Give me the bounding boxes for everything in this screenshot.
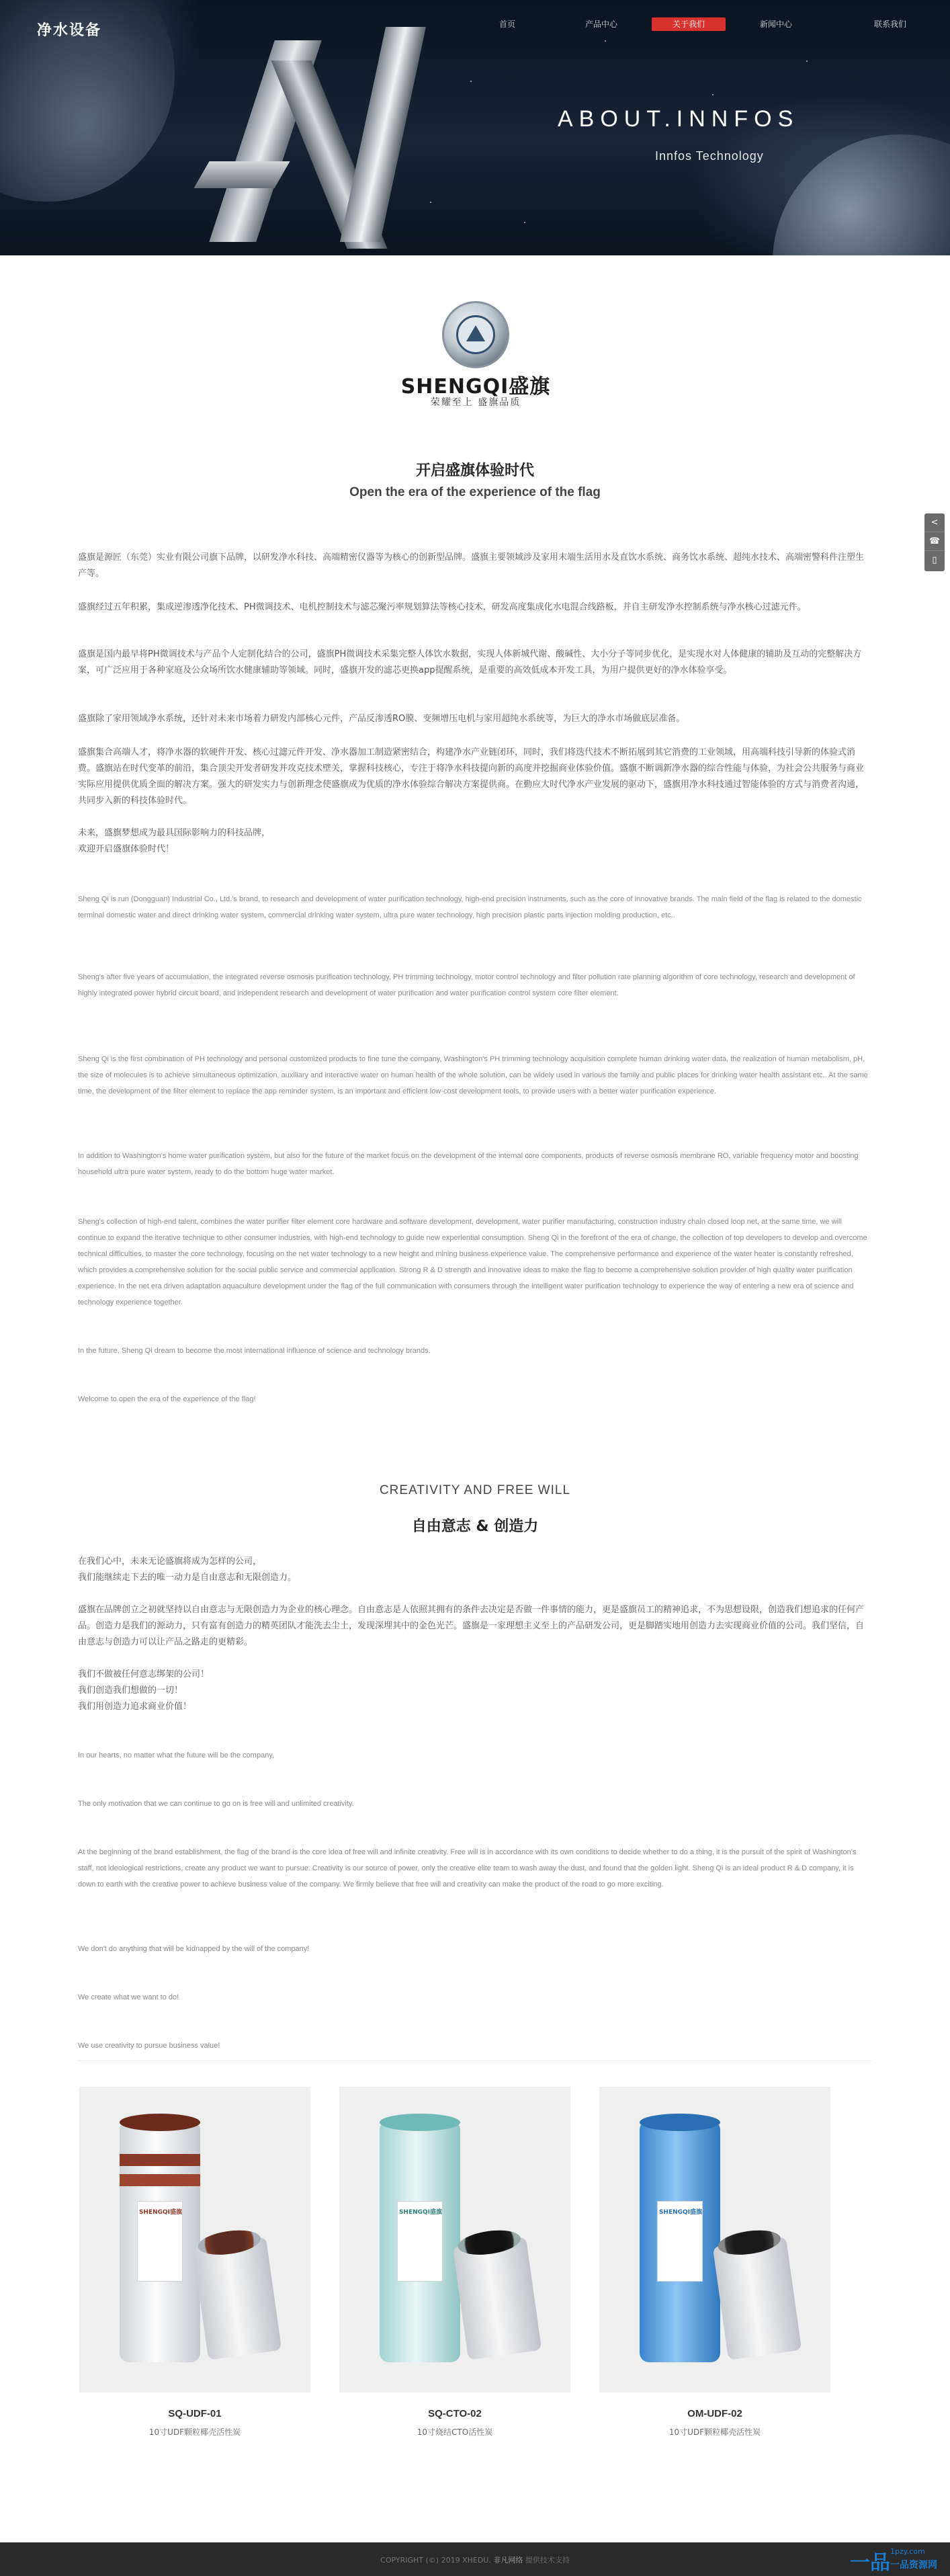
product-name[interactable]: OM-UDF-02 xyxy=(687,2408,742,2419)
section1-title-en: Open the era of the experience of the flag xyxy=(349,485,601,499)
brand-name: SHENGQI盛旗 xyxy=(400,375,551,399)
cartridge-cap xyxy=(120,2114,200,2131)
share-icon[interactable]: < xyxy=(924,513,945,532)
intro-paragraph: 盛旗是源匠（东莞）实业有限公司旗下品牌，以研发净水科技、高端精密仪器等为核心的创新型品牌。盛旗主要领域涉及家用末端生活用水及直饮水系统、商务饮水系统、超纯水技术、高端密警科件注塑生产等。 xyxy=(78,552,865,579)
carbon-top xyxy=(716,2227,782,2258)
side-toolbar xyxy=(924,513,945,571)
footer-link[interactable]: 非凡网络 xyxy=(493,2556,523,2565)
small-cartridge xyxy=(453,2237,542,2360)
intro-paragraph-en: Sheng Qi is the first combination of PH technology and personal customized products to fine tune the company, Washington's PH trimming technology acquisition complete human drinking water data, the realization of human metabolism, pH, the size of molecules is to achieve simultaneous optimization, auxiliary and interactive water on human health of the whole solution, can be widely used in various the family and public places for drinking water health assistant etc.. At the same time, the development of the filter element to replace the app reminder system, is an important and efficient low-cost development tools, to provide users with a better water purification experience. xyxy=(78,1055,868,1095)
triangle-icon xyxy=(466,325,485,341)
intro-paragraph-en: In the future, Sheng Qi dream to become the most international influence of science and technology brands. xyxy=(78,1347,431,1355)
intro-paragraph-en: Sheng's after five years of accumulation, the integrated reverse osmosis purification technology, PH trimming technology, motor control technology and filter pollution rate planning algorithm of core technology, research and development of highly integrated power hybrid circuit board, and independent research and development of water purification and water purification control system core filter element. xyxy=(78,973,855,997)
metal-sculpture xyxy=(340,27,426,242)
metal-sculpture xyxy=(193,161,290,188)
nav-item-home[interactable]: 首页 xyxy=(499,19,515,29)
creativity-paragraph: 在我们心中，未来无论盛旗将成为怎样的公司， 我们能继续走下去的唯一动力是自由意志和无限创造力。 xyxy=(78,1556,297,1583)
site-footer xyxy=(0,2542,950,2576)
brand-emblem-ring xyxy=(456,315,495,354)
star-decoration xyxy=(712,94,714,95)
copyright-text: COPYRIGHT (©) 2019 XHEDU. xyxy=(380,2556,491,2565)
intro-paragraph: 盛旗是国内最早将PH微调技术与产品个人定制化结合的公司，盛旗PH微调技术采集完整人体饮水数据，实现人体新城代谢、酸碱性、大小分子等同步优化，是实现水对人体健康的辅助及互动的完整解决方案，可广泛应用于各种家庭及公众场所饮水健康辅助等领域。同时，盛旗开发的滤芯更换app提醒系统，是重要的高效低成本开发工具，为用户提供更好的净水体验享受。 xyxy=(78,649,862,675)
product-desc: 10寸UDF颗粒椰壳活性炭 xyxy=(148,2427,241,2437)
cartridge-cap xyxy=(640,2114,720,2131)
cartridge-cap xyxy=(380,2114,460,2131)
section2-title-cn: 自由意志 & 创造力 xyxy=(411,1518,539,1535)
cartridge-label xyxy=(657,2201,703,2282)
creativity-paragraph-en: We don't do anything that will be kidnapped by the will of the company! xyxy=(78,1945,310,1953)
cartridge-brand: SHENGQI盛旗 xyxy=(658,2209,703,2216)
cartridge-brand: SHENGQI盛旗 xyxy=(398,2209,443,2216)
small-cartridge xyxy=(713,2237,802,2360)
planet-decoration xyxy=(773,134,950,255)
intro-paragraph-en: Welcome to open the era of the experience of the flag! xyxy=(78,1395,256,1403)
watermark-url: 1pzy.com xyxy=(890,2547,925,2556)
creativity-paragraph-en: At the beginning of the brand establishment, the flag of the brand is the core idea of free will and infinite creativity. Free will is in accordance with its own conditions to decide whether to do a thing, it is the pursuit of the spirit of Washington's staff, not ideological restrictions, create any product we want to pursue. Creativity is our source of power, only the creative elite team to wash away the dust, and found that the golden light. Sheng Qi is an ideal product R & D company, it is down to earth with the creative power to achieve business value of the company. We firmly believe that free will and creativity can make the product of the road to go more exciting. xyxy=(78,1848,857,1888)
nav-item-contact[interactable]: 联系我们 xyxy=(873,19,906,29)
cartridge-brand: SHENGQI盛旗 xyxy=(138,2209,183,2216)
star-decoration xyxy=(605,40,606,42)
cartridge-label xyxy=(397,2201,443,2282)
intro-paragraph: 盛旗集合高端人才，将净水器的软硬件开发、核心过滤元件开发、净水器加工制造紧密结合，构建净水产业链闭环，同时，我们将迭代技术不断拓展到其它消费的工业领域，用高端科技引导新的体验式消费。盛旗站在时代变革的前沿，集合顶尖开发者研发并攻克技术壁关，掌握科技核心，专注于将净水科技提向新的高度并挖掘商业体验价值。盛旗不断调新净水器的综合性能与体验，为社会公共服务与商业实际应用提供优质全面的解决方案。强大的研发实力与创新理念使盛旗成为优质的净水体验综合解决方案提供商。在勤应大时代净水产业发展的驱动下，盛旗用净水科技通过智能体验的方式与消费者沟通，共同步入新的科技体验时代。 xyxy=(78,747,865,806)
brand-logo xyxy=(396,301,555,409)
banner-title: ABOUT.INNFOS xyxy=(558,106,800,132)
small-cartridge xyxy=(193,2237,282,2360)
brand-slogan: 荣耀至上 盛旗品质 xyxy=(430,397,521,408)
hero-banner xyxy=(0,0,950,255)
watermark-logo-icon: 一品 xyxy=(850,2551,890,2575)
cartridge-label xyxy=(137,2201,183,2282)
carbon-top xyxy=(456,2227,522,2258)
star-decoration xyxy=(524,222,525,223)
site-logo[interactable]: 净水设备 xyxy=(37,22,102,39)
creativity-paragraph: 盛旗在品牌创立之初就坚持以自由意志与无限创造力为企业的核心理念。自由意志是人依照其拥有的条件去决定是否做一件事情的能力，更是盛旗员工的精神追求，不为思想设限，创造我们想追求的任何产品。创造力是我们的源动力，只有富有创造力的精英团队才能洗去尘土，发现深埋其中的金色光芒。盛旗是一家理想主义至上的产品研发公司，更是脚踏实地用创造力去实现商业价值的公司。我们坚信，自由意志与创造力可以让产品之路走的更精彩。 xyxy=(78,1605,865,1647)
product-desc: 10寸UDF颗粒椰壳活性炭 xyxy=(668,2427,761,2437)
star-decoration xyxy=(430,202,431,203)
carbon-top xyxy=(196,2227,262,2258)
mobile-icon[interactable]: ▯ xyxy=(932,555,937,565)
cartridge-band xyxy=(120,2174,200,2186)
star-decoration xyxy=(470,81,472,82)
product-image[interactable] xyxy=(599,2087,830,2393)
banner-subtitle: Innfos Technology xyxy=(655,149,764,163)
creativity-paragraph-en: We create what we want to do! xyxy=(78,1993,179,2001)
main-nav xyxy=(470,17,941,34)
creativity-paragraph-en: In our hearts, no matter what the future will be the company, xyxy=(78,1751,275,1759)
phone-icon[interactable]: ☎ xyxy=(924,532,945,551)
intro-paragraph: 盛旗除了家用领域净水系统，还针对未来市场着力研发内部核心元件，产品反渗透RO膜、变频增压电机与家用超纯水系统等，为巨大的净水市场做底层准备。 xyxy=(78,714,685,724)
cartridge-band xyxy=(120,2154,200,2166)
intro-paragraph-en: In addition to Washington's home water purification system, but also for the future of the market focus on the development of the internal core components, products of reverse osmosis membrane RO, variable frequency motor and boosting household ultra pure water system, ready to do the bottom huge water market. xyxy=(78,1152,859,1176)
footer-copyright xyxy=(0,2554,950,2565)
nav-item-products[interactable]: 产品中心 xyxy=(585,19,617,29)
intro-paragraph: 盛旗经过五年积累，集成逆渗透净化技术、PH微调技术、电机控制技术与滤芯聚污率规划算法等核心技术，研发高度集成化水电混合线路板，并自主研发净水控制系统与净水核心过滤元件。 xyxy=(78,602,806,612)
intro-paragraph: 未来，盛旗梦想成为最具国际影响力的科技品牌， 欢迎开启盛旗体验时代！ xyxy=(78,828,271,854)
creativity-paragraph-en: We use creativity to pursue business value! xyxy=(78,2042,220,2050)
product-name[interactable]: SQ-CTO-02 xyxy=(428,2408,482,2419)
product-image[interactable] xyxy=(79,2087,310,2393)
creativity-paragraph-en: The only motivation that we can continue to go on is free will and unlimited creativity. xyxy=(78,1800,354,1808)
intro-paragraph-en: Sheng Qi is run (Dongguan) Industrial Co., Ltd.'s brand, to research and development of water purification technology, high-end precision instruments, such as the core of innovative brands. The main field of the flag is related to the domestic terminal domestic water and direct drinking water system, commercial drinking water system, ultra pure water technology, high precision plastic parts injection molding production, etc.. xyxy=(78,895,862,919)
section1-title-cn: 开启盛旗体验时代 xyxy=(415,462,534,479)
star-decoration xyxy=(806,60,808,62)
nav-item-about[interactable]: 关于我们 xyxy=(652,17,726,31)
footer-link-suffix: 提供技术支持 xyxy=(525,2556,570,2565)
product-name[interactable]: SQ-UDF-01 xyxy=(168,2408,222,2419)
product-desc: 10寸烧结CTO活性炭 xyxy=(417,2427,493,2437)
brand-emblem-icon xyxy=(442,301,509,368)
nav-item-news[interactable]: 新闻中心 xyxy=(759,19,792,29)
watermark-name: 一品资源网 xyxy=(890,2560,937,2571)
intro-paragraph-en: Sheng's collection of high-end talent, combines the water purifier filter element core hardware and software development, development, water purifier manufacturing, construction industry chain closed loop net, at the same time, we will continue to expand the iterative technique to other consumer industries, with high-end technology to guide new experiential consumption. Sheng Qi in the forefront of the era of change, the collection of top developers to develop and overcome technical difficulties, to master the core technology, focusing on the net water technology to a new height and mining business experience value. The comprehensive performance and experience of the water heater is constantly refreshed, which provides a comprehensive solution for the social public service and commercial application. Strong R & D strength and innovative ideas to make the flag to become a comprehensive solution provider of high quality water purification experience. In the net era driven adaptation aquaculture development under the flag of the full communication with consumers through the intelligent water purification technology to experience the way of entering a new era of science and technology experience together. xyxy=(78,1218,867,1306)
product-image[interactable] xyxy=(339,2087,570,2393)
creativity-paragraph: 我们不做被任何意志绑架的公司！ 我们创造我们想做的一切！ 我们用创造力追求商业价值！ xyxy=(78,1669,210,1712)
section2-title-en: CREATIVITY AND FREE WILL xyxy=(379,1483,571,1497)
